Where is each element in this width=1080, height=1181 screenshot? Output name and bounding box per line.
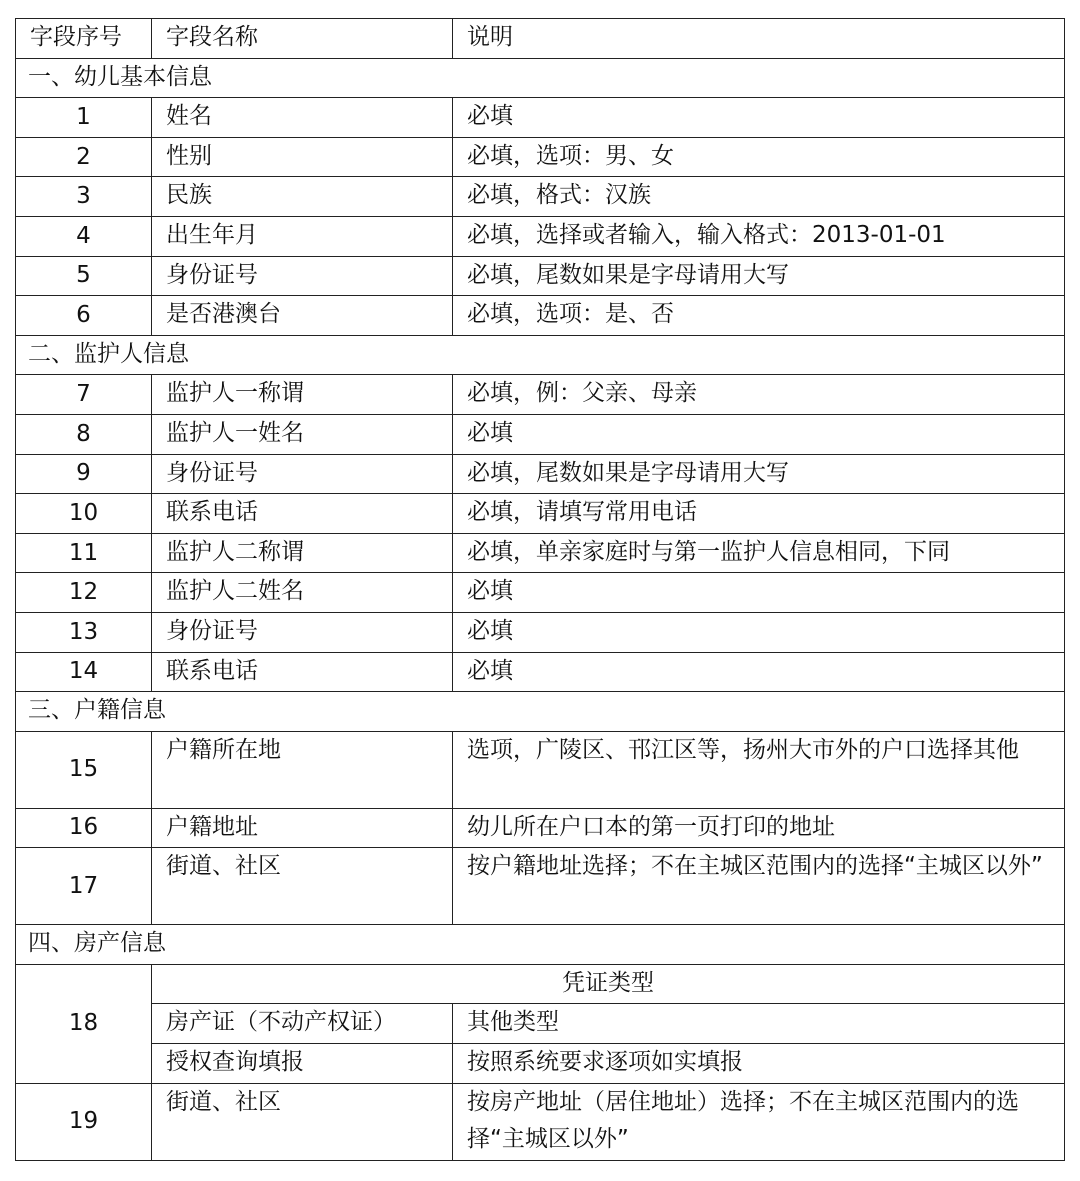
- field-name: 监护人一姓名: [152, 414, 453, 454]
- field-no: 5: [16, 256, 152, 296]
- field-name: 房产证（不动产权证）: [152, 1004, 453, 1044]
- table-row: [16, 652, 1065, 692]
- field-desc: 必填，格式：汉族: [453, 177, 1065, 217]
- field-no: 2: [16, 137, 152, 177]
- table-row: [16, 964, 1065, 1004]
- field-no: 11: [16, 533, 152, 573]
- field-desc: 必填，选项：男、女: [453, 137, 1065, 177]
- header-col-no: 字段序号: [16, 19, 152, 59]
- field-desc: 必填: [453, 652, 1065, 692]
- field-desc: 按户籍地址选择；不在主城区范围内的选择“主城区以外”: [453, 848, 1065, 925]
- section-row: [16, 692, 1065, 732]
- section-title: 一、幼儿基本信息: [16, 58, 1065, 98]
- header-col-desc: 说明: [453, 19, 1065, 59]
- field-no: 1: [16, 98, 152, 138]
- field-desc: 必填，选择或者输入，输入格式：2013-01-01: [453, 216, 1065, 256]
- field-desc: 按房产地址（居住地址）选择；不在主城区范围内的选择“主城区以外”: [453, 1083, 1065, 1160]
- field-no: 9: [16, 454, 152, 494]
- table-row: [16, 494, 1065, 534]
- field-desc: 按照系统要求逐项如实填报: [453, 1044, 1065, 1084]
- table-row: [16, 573, 1065, 613]
- table-row: [16, 216, 1065, 256]
- table-row: [16, 1083, 1065, 1160]
- field-name: 监护人二称谓: [152, 533, 453, 573]
- table-row: [16, 414, 1065, 454]
- field-desc: 必填，尾数如果是字母请用大写: [453, 256, 1065, 296]
- field-no: 17: [16, 848, 152, 925]
- section-title: 二、监护人信息: [16, 335, 1065, 375]
- field-name: 性别: [152, 137, 453, 177]
- field-desc: 必填: [453, 98, 1065, 138]
- header-row: [16, 19, 1065, 59]
- table-row: [16, 177, 1065, 217]
- table-row: [16, 256, 1065, 296]
- field-name: 身份证号: [152, 454, 453, 494]
- field-desc: 必填，例：父亲、母亲: [453, 375, 1065, 415]
- field-name: 户籍地址: [152, 808, 453, 848]
- field-no: 7: [16, 375, 152, 415]
- field-name: 身份证号: [152, 612, 453, 652]
- field-desc: 其他类型: [453, 1004, 1065, 1044]
- field-desc: 选项，广陵区、邗江区等，扬州大市外的户口选择其他: [453, 731, 1065, 808]
- field-desc: 必填: [453, 612, 1065, 652]
- field-no: 15: [16, 731, 152, 808]
- section-title: 四、房产信息: [16, 925, 1065, 965]
- field-desc: 必填: [453, 573, 1065, 613]
- table-row: [16, 296, 1065, 336]
- field-name: 民族: [152, 177, 453, 217]
- field-name: 联系电话: [152, 494, 453, 534]
- table-row: [16, 375, 1065, 415]
- field-name: 街道、社区: [152, 1083, 453, 1160]
- table-row: [16, 612, 1065, 652]
- field-no: 6: [16, 296, 152, 336]
- field-name: 是否港澳台: [152, 296, 453, 336]
- section-row: [16, 335, 1065, 375]
- field-name: 姓名: [152, 98, 453, 138]
- field-name: 户籍所在地: [152, 731, 453, 808]
- field-no: 10: [16, 494, 152, 534]
- field-desc: 必填: [453, 414, 1065, 454]
- field-no: 3: [16, 177, 152, 217]
- table-row: [16, 848, 1065, 925]
- field-name: 联系电话: [152, 652, 453, 692]
- table-row: [16, 731, 1065, 808]
- table-row: [16, 533, 1065, 573]
- table-row: [16, 808, 1065, 848]
- field-name: 街道、社区: [152, 848, 453, 925]
- table-row: [16, 137, 1065, 177]
- field-desc: 必填，选项：是、否: [453, 296, 1065, 336]
- field-desc: 必填，尾数如果是字母请用大写: [453, 454, 1065, 494]
- table-row: [16, 1044, 1065, 1084]
- field-desc: 必填，单亲家庭时与第一监护人信息相同，下同: [453, 533, 1065, 573]
- field-no: 4: [16, 216, 152, 256]
- field-no: 13: [16, 612, 152, 652]
- field-name: 身份证号: [152, 256, 453, 296]
- field-spec-table: [15, 18, 1065, 1161]
- field-no: 14: [16, 652, 152, 692]
- field-name: 监护人一称谓: [152, 375, 453, 415]
- section-row: [16, 58, 1065, 98]
- table-row: [16, 454, 1065, 494]
- field-name: 授权查询填报: [152, 1044, 453, 1084]
- table-row: [16, 1004, 1065, 1044]
- field-name: 监护人二姓名: [152, 573, 453, 613]
- field-no: 16: [16, 808, 152, 848]
- table-row: [16, 98, 1065, 138]
- field-no: 19: [16, 1083, 152, 1160]
- section-row: [16, 925, 1065, 965]
- header-col-name: 字段名称: [152, 19, 453, 59]
- sub-header: 凭证类型: [152, 964, 1065, 1004]
- field-desc: 幼儿所在户口本的第一页打印的地址: [453, 808, 1065, 848]
- field-no: 12: [16, 573, 152, 613]
- field-no: 18: [16, 964, 152, 1083]
- field-desc: 必填，请填写常用电话: [453, 494, 1065, 534]
- field-no: 8: [16, 414, 152, 454]
- section-title: 三、户籍信息: [16, 692, 1065, 732]
- field-name: 出生年月: [152, 216, 453, 256]
